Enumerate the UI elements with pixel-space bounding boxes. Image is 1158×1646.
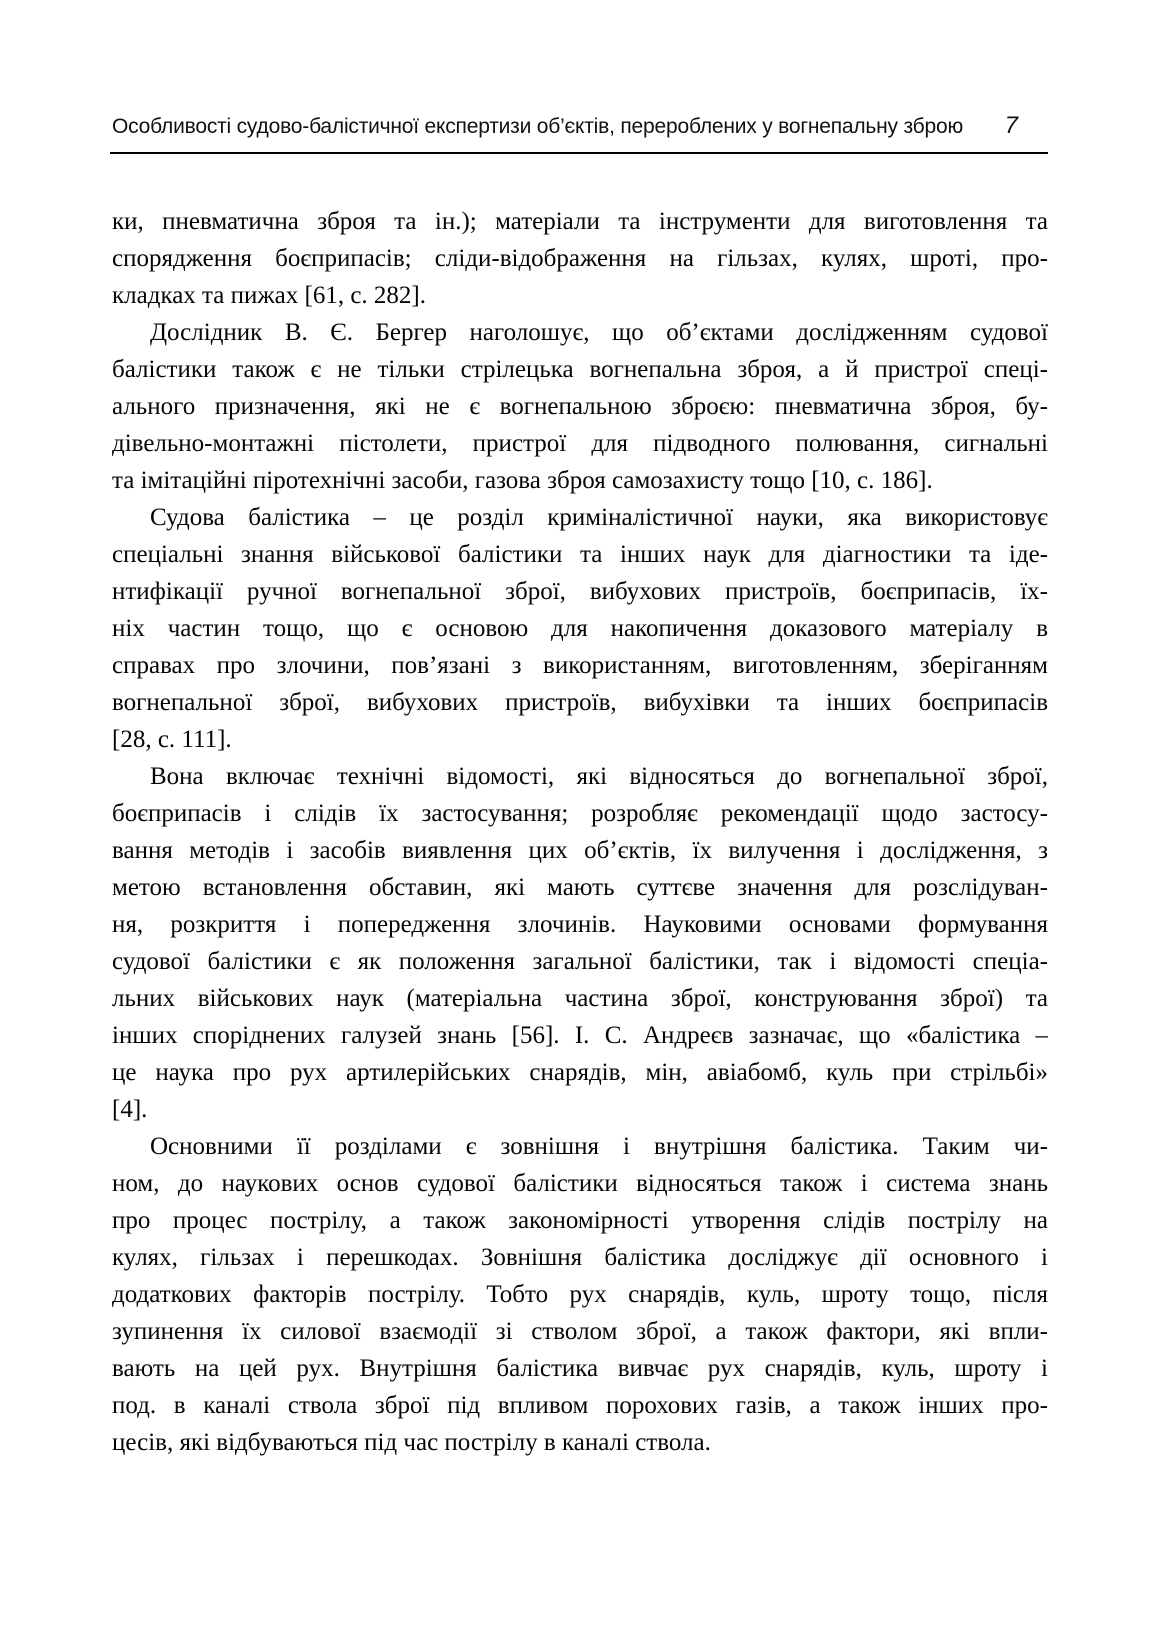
text-line: вогнепальної зброї, вибухових пристроїв, вибухівки та інших боєприпасів — [112, 689, 1048, 716]
text-line: Вона включає технічні відомості, які відносяться до вогнепальної зброї, — [150, 763, 1048, 790]
running-header — [112, 112, 1048, 140]
text-line: нтифікації ручної вогнепальної зброї, вибухових пристроїв, боєприпасів, їх- — [112, 578, 1048, 605]
text-line: метою встановлення обставин, які мають суттєве значення для розслідуван- — [112, 874, 1048, 901]
text-line: Судова балістика – це розділ криміналістичної науки, яка використовує — [150, 504, 1048, 531]
text-line: ня, розкриття і попередження злочинів. Науковими основами формування — [112, 911, 1048, 938]
text-line: цесів, які відбуваються під час пострілу в каналі ствола. — [112, 1429, 711, 1456]
text-line: це наука про рух артилерійських снарядів, мін, авіабомб, куль при стрільбі» — [112, 1059, 1048, 1086]
text-line: додаткових факторів пострілу. Тобто рух снарядів, куль, шроту тощо, після — [112, 1281, 1048, 1308]
text-line: [28, с. 111]. — [112, 726, 232, 753]
text-line: вають на цей рух. Внутрішня балістика вивчає рух снарядів, куль, шроту і — [112, 1355, 1048, 1382]
text-line: зупинення їх силової взаємодії зі стволом зброї, а також фактори, які впли- — [112, 1318, 1048, 1345]
text-line: інших споріднених галузей знань [56]. І. С. Андреєв зазначає, що «балістика – — [112, 1022, 1048, 1049]
body-text — [112, 203, 1048, 1461]
page-number: 7 — [1004, 112, 1018, 139]
text-line: справах про злочини, пов’язані з використанням, виготовленням, зберіганням — [112, 652, 1048, 679]
text-line: дівельно-монтажні пістолети, пристрої для підводного полювання, сигнальні — [112, 430, 1048, 457]
text-line: про процес пострілу, а також закономірності утворення слідів пострілу на — [112, 1207, 1048, 1234]
text-line: вання методів і засобів виявлення цих об’єктів, їх вилучення і дослідження, з — [112, 837, 1048, 864]
text-line: ки, пневматична зброя та ін.); матеріали та інструменти для виготовлення та — [112, 208, 1048, 235]
text-line: Основними її розділами є зовнішня і внутрішня балістика. Таким чи- — [150, 1133, 1048, 1160]
header-rule — [110, 152, 1048, 154]
text-line: кулях, гільзах і перешкодах. Зовнішня балістика досліджує дії основного і — [112, 1244, 1048, 1271]
text-line: ном, до наукових основ судової балістики відносяться також і система знань — [112, 1170, 1048, 1197]
text-line: [4]. — [112, 1096, 148, 1123]
text-line: судової балістики є як положення загальної балістики, так і відомості спеціа- — [112, 948, 1048, 975]
running-header-title: Особливості судово-балістичної експертизи об’єктів, перероблених у вогнепальну зброю — [112, 115, 963, 138]
text-line: та імітаційні піротехнічні засоби, газова зброя самозахисту тощо [10, с. 186]. — [112, 467, 933, 494]
text-line: Дослідник В. Є. Бергер наголошує, що об’єктами дослідженням судової — [150, 319, 1048, 346]
text-line: ніх частин тощо, що є основою для накопичення доказового матеріалу в — [112, 615, 1048, 642]
text-line: льних військових наук (матеріальна частина зброї, конструювання зброї) та — [112, 985, 1048, 1012]
text-line: балістики також є не тільки стрілецька вогнепальна зброя, а й пристрої спеці- — [112, 356, 1048, 383]
text-line: кладках та пижах [61, с. 282]. — [112, 282, 427, 309]
text-line: боєприпасів і слідів їх застосування; розробляє рекомендації щодо застосу- — [112, 800, 1048, 827]
text-line: ального призначення, які не є вогнепальною зброєю: пневматична зброя, бу- — [112, 393, 1048, 420]
text-line: спеціальні знання військової балістики та інших наук для діагностики та іде- — [112, 541, 1048, 568]
text-line: спорядження боєприпасів; сліди-відображення на гільзах, кулях, шроті, про- — [112, 245, 1048, 272]
text-line: под. в каналі ствола зброї під впливом порохових газів, а також інших про- — [112, 1392, 1048, 1419]
